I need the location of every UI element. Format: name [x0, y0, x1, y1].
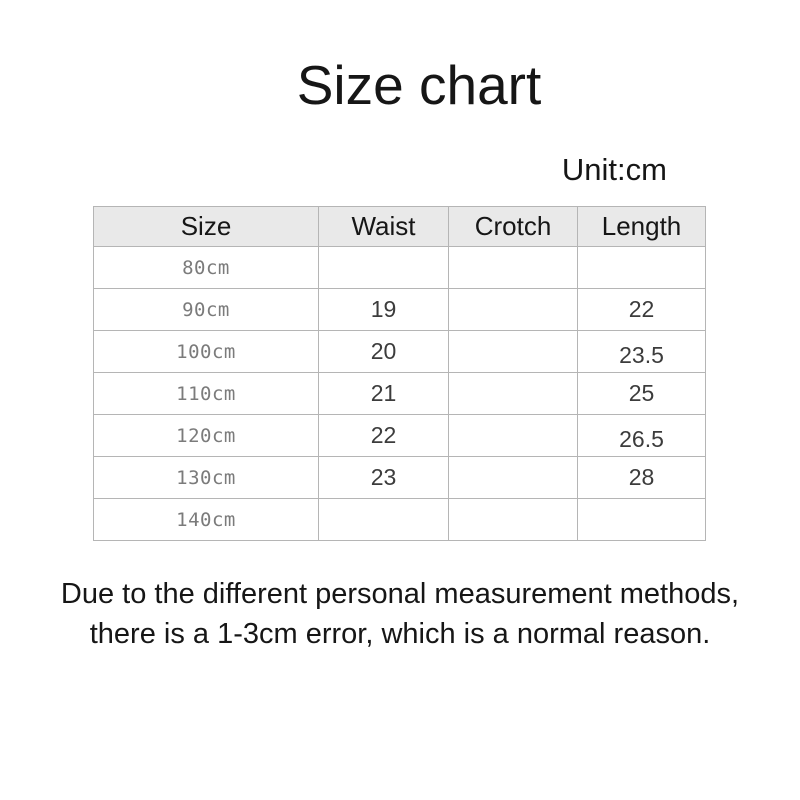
crotch-cell — [449, 289, 578, 331]
table-row-120cm — [94, 415, 706, 457]
length-cell — [578, 247, 706, 289]
table-row-110cm — [94, 373, 706, 415]
size-cell: 90cm — [94, 289, 319, 331]
waist-cell: 21 — [319, 373, 449, 415]
size-table — [93, 206, 706, 541]
length-cell: 23.5 — [578, 331, 706, 373]
measurement-note — [0, 574, 800, 654]
size-cell: 100cm — [94, 331, 319, 373]
table-row-90cm — [94, 289, 706, 331]
length-cell: 25 — [578, 373, 706, 415]
size-cell: 120cm — [94, 415, 319, 457]
size-cell: 130cm — [94, 457, 319, 499]
crotch-cell — [449, 457, 578, 499]
size-cell: 80cm — [94, 247, 319, 289]
waist-cell: 19 — [319, 289, 449, 331]
column-header-length: Length — [578, 207, 706, 247]
size-cell: 140cm — [94, 499, 319, 541]
length-cell — [578, 499, 706, 541]
table-row-130cm — [94, 457, 706, 499]
table-row-100cm — [94, 331, 706, 373]
crotch-cell — [449, 247, 578, 289]
crotch-cell — [449, 331, 578, 373]
table-row-80cm — [94, 247, 706, 289]
waist-cell: 23 — [319, 457, 449, 499]
crotch-cell — [449, 373, 578, 415]
waist-cell — [319, 499, 449, 541]
length-cell: 22 — [578, 289, 706, 331]
crotch-cell — [449, 499, 578, 541]
unit-label: Unit:cm — [561, 152, 667, 187]
waist-cell: 20 — [319, 331, 449, 373]
size-cell: 110cm — [94, 373, 319, 415]
waist-cell — [319, 247, 449, 289]
measurement-note-line1: Due to the different personal measurement methods, — [60, 578, 740, 610]
length-cell: 28 — [578, 457, 706, 499]
column-header-crotch: Crotch — [449, 207, 578, 247]
table-row-140cm — [94, 499, 706, 541]
crotch-cell — [449, 415, 578, 457]
column-header-size: Size — [94, 207, 319, 247]
column-header-waist: Waist — [319, 207, 449, 247]
waist-cell: 22 — [319, 415, 449, 457]
measurement-note-line2: there is a 1-3cm error, which is a normal reason. — [89, 618, 711, 650]
length-cell: 26.5 — [578, 415, 706, 457]
table-header-row — [94, 207, 706, 247]
page-title: Size chart — [296, 54, 542, 116]
